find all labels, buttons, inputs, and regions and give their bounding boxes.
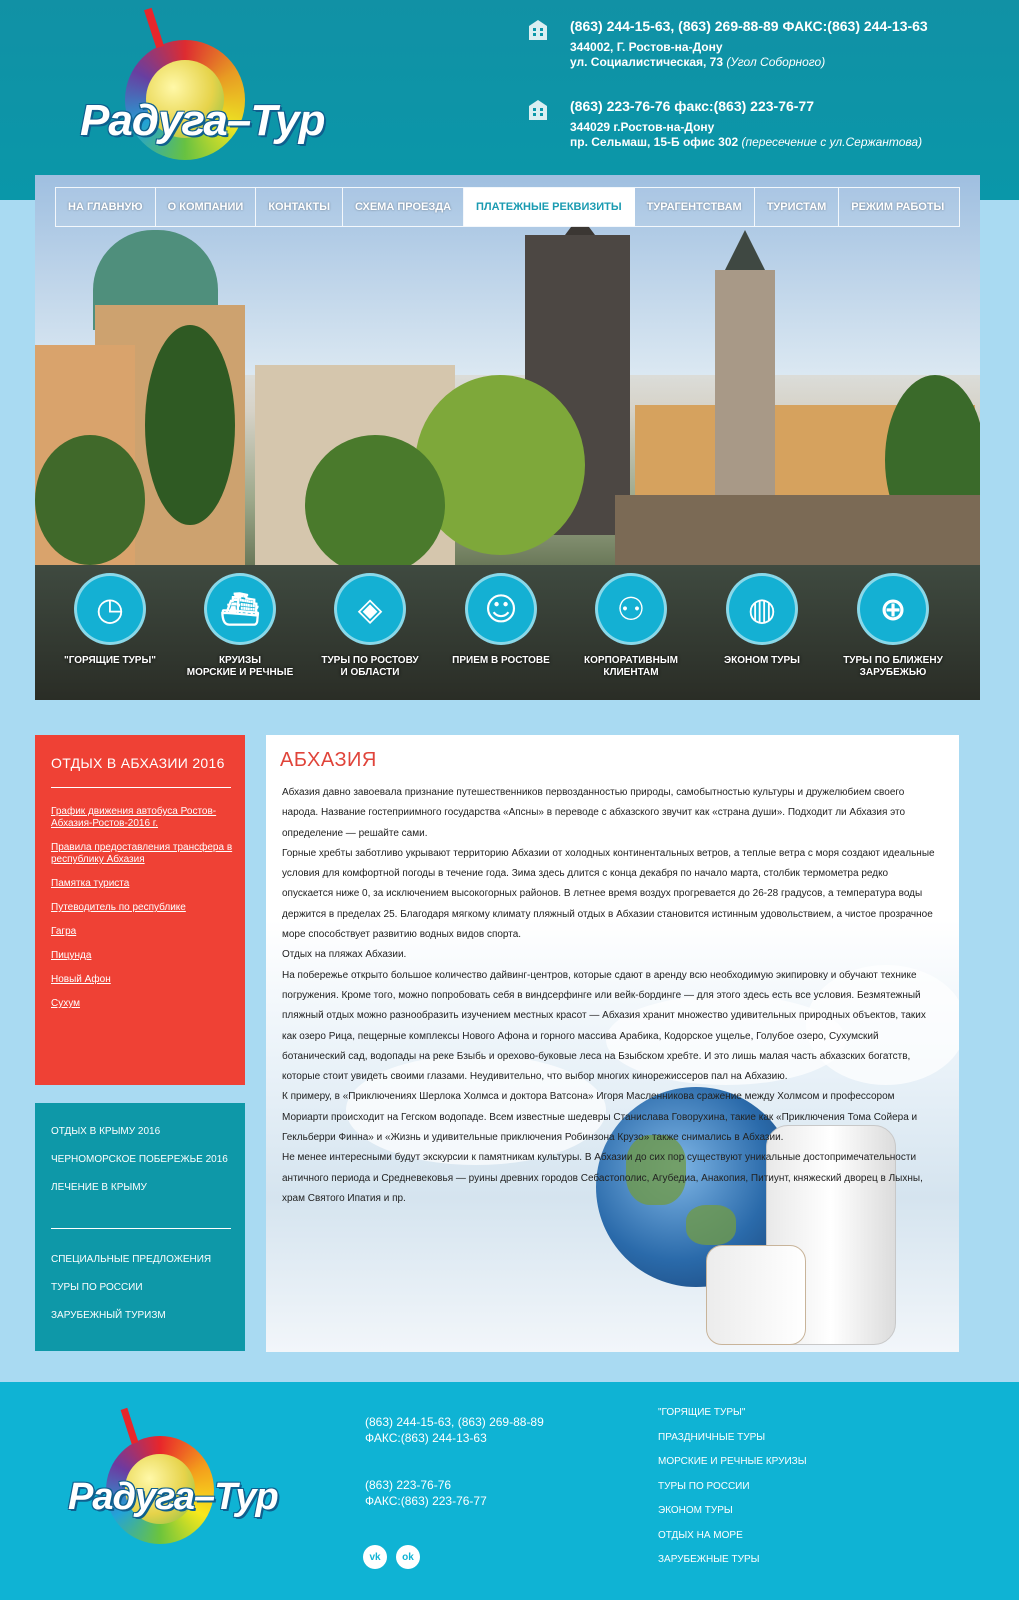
banner-tree [305, 435, 445, 575]
service-label-line: МОРСКИЕ И РЕЧНЫЕ [186, 667, 294, 678]
banner-tree [35, 435, 145, 565]
nav-item-5[interactable]: ТУРАГЕНТСТВАМ [635, 188, 755, 226]
nav-item-6[interactable]: ТУРИСТАМ [755, 188, 840, 226]
spire-graphic [121, 1408, 139, 1444]
footer-fax: ФАКС:(863) 244-13-63 [365, 1431, 487, 1445]
sidebar-link[interactable]: ЛЕЧЕНИЕ В КРЫМУ [51, 1182, 147, 1193]
logo-wordmark: Радуга–Тур [68, 1476, 278, 1518]
nav-item-0[interactable]: НА ГЛАВНУЮ [56, 188, 156, 226]
service-label [566, 655, 696, 679]
divider [51, 1228, 231, 1229]
sidebar-link[interactable]: График движения автобуса Ростов-Абхазия-Ростов-2016 г. [51, 806, 217, 829]
article-body [282, 783, 942, 1209]
service-label-line: КРУИЗЫ [218, 655, 262, 666]
sidebar-link-list [51, 806, 236, 1022]
service-label [45, 655, 175, 667]
office-phones: (863) 223-76-76 факс:(863) 223-76-77 [570, 98, 814, 114]
service-label-line: "ГОРЯЩИЕ ТУРЫ" [63, 655, 157, 666]
building-icon [526, 98, 550, 122]
wallet-icon: ◍ [726, 573, 798, 645]
building-icon [526, 18, 550, 42]
sidebar-link[interactable]: Памятка туриста [51, 878, 130, 889]
office-street: пр. Сельмаш, 15-Б офис 302 [570, 135, 739, 149]
sidebar-link[interactable]: Сухум [51, 998, 80, 1009]
article-panel [266, 735, 959, 1352]
spire-graphic [144, 8, 164, 49]
footer-menu-item[interactable]: ПРАЗДНИЧНЫЕ ТУРЫ [658, 1431, 766, 1443]
office-street: ул. Социалистическая, 73 [570, 55, 724, 69]
sidebar-link-list [51, 1125, 231, 1209]
ship-icon: ⛴ [204, 573, 276, 645]
service-label-line: ЗАРУБЕЖЬЮ [859, 667, 927, 678]
article-paragraph: К примеру, в «Приключениях Шерлока Холмса и доктора Ватсона» Игоря Масленникова сражение между Холмсом и профессором Мориарти происходит на Гегском водопаде. Всем известные шедевры Станислава Говорухина, такие как «Приключения Тома Сойера и Гекльберри Финна» и «Жизнь и удивительные приключения Робинзона Крузо» также снимались в Абхазии. [282, 1091, 918, 1144]
service-label-line: КЛИЕНТАМ [603, 667, 659, 678]
sidebar-link[interactable]: ЗАРУБЕЖНЫЙ ТУРИЗМ [51, 1310, 166, 1321]
service-label [175, 655, 305, 679]
footer-contacts-1 [365, 1414, 544, 1446]
article-paragraph: Не менее интересными будут экскурсии к памятникам культуры. В Абхазии до сих пор существуют уникальные достопримечательности античного периода и Средневековья — руины древних городов Себастополис, Агубедиа, Анакопия, Питиунт, княжеский дворец в Лыхны, храм Святого Ипатия и пр. [282, 1152, 923, 1204]
earth-land [686, 1205, 736, 1245]
service-label-line: ПРИЕМ В РОСТОВЕ [452, 655, 550, 666]
main-nav [55, 187, 960, 227]
footer-fax: ФАКС:(863) 223-76-77 [365, 1494, 487, 1508]
sidebar-link[interactable]: Пицунда [51, 950, 92, 961]
nav-item-7[interactable]: РЕЖИМ РАБОТЫ [851, 201, 945, 213]
article-paragraph: Отдых на пляжах Абхазии. [282, 949, 407, 961]
service-label [828, 655, 958, 679]
footer-menu-item[interactable]: МОРСКИЕ И РЕЧНЫЕ КРУИЗЫ [658, 1456, 807, 1467]
footer-menu [658, 1407, 807, 1579]
service-ship[interactable] [175, 573, 305, 679]
footer-menu-item[interactable]: ЗАРУБЕЖНЫЕ ТУРЫ [658, 1554, 760, 1565]
site-header [0, 0, 1019, 200]
service-manager[interactable] [436, 573, 566, 667]
nav-item-2[interactable]: КОНТАКТЫ [256, 188, 343, 226]
service-clock[interactable] [45, 573, 175, 667]
service-label [305, 655, 435, 679]
banner-bridge [615, 495, 980, 565]
footer-logo[interactable] [68, 1408, 318, 1558]
office-street-note: (Угол Соборного) [726, 55, 826, 69]
sidebar-link-list [51, 1253, 231, 1337]
service-label-line: ЭКОНОМ ТУРЫ [724, 655, 800, 666]
sidebar-link[interactable]: ОТДЫХ В КРЫМУ 2016 [51, 1126, 161, 1137]
article-paragraph: Горные хребты заботливо укрывают территорию Абхазии от холодных континентальных ветров, а теплые ветра с моря создают идеальные условия для комфортной погоды в течение года. Зима здесь длится с конца декабря по начало марта, столбик термометра редко опускается ниже 0, за исключением высокогорных районов. В летнее время воздух прогревается до 26-28 градусов, а температура воды держится в пределах 25. Благодаря мягкому климату пляжный отдых в Абхазии становится истинным удовольствием, а чистое прозрачное море способствует развитию водных видов спорта. [282, 847, 935, 941]
sidebar-title: ОТДЫХ В АБХАЗИИ 2016 [51, 755, 225, 771]
footer-contacts-2 [365, 1477, 487, 1509]
office-address-line1: 344002, Г. Ростов-на-Дону [570, 40, 723, 54]
footer-phones: (863) 223-76-76 [365, 1478, 452, 1492]
divider [51, 787, 231, 788]
article-title: АБХАЗИЯ [280, 749, 377, 771]
footer-menu-item[interactable]: "ГОРЯЩИЕ ТУРЫ" [658, 1407, 746, 1418]
service-map-region[interactable] [305, 573, 435, 679]
map-region-icon: ◈ [334, 573, 406, 645]
sidebar-link[interactable]: Гагра [51, 926, 77, 937]
suitcase-graphic [706, 1245, 806, 1345]
sidebar-link[interactable]: ЧЕРНОМОРСКОЕ ПОБЕРЕЖЬЕ 2016 [51, 1154, 228, 1165]
service-wallet[interactable] [697, 573, 827, 667]
globe-icon: ⊕ [857, 573, 929, 645]
service-globe[interactable] [828, 573, 958, 679]
service-label [436, 655, 566, 667]
abkhazia-sidebar [35, 735, 245, 1085]
service-label [697, 655, 827, 667]
article-paragraph: Абхазия давно завоевала признание путешественников первозданностью природы, самобытностью культуры и дружелюбием своего народа. Название гостеприимного государства «Апсны» в переводе с абхазского звучит как «страна души». Подходит ли Абхазия это определение — решайте сами. [282, 787, 906, 839]
service-label-line: КОРПОРАТИВНЫМ [584, 655, 678, 666]
sidebar-link[interactable]: Новый Афон [51, 974, 111, 985]
nav-item-4[interactable]: ПЛАТЕЖНЫЕ РЕКВИЗИТЫ [464, 188, 635, 226]
service-label-line: ТУРЫ ПО РОСТОВУ [321, 655, 419, 666]
office-address-line1: 344029 г.Ростов-на-Дону [570, 120, 715, 134]
sidebar-link[interactable]: СПЕЦИАЛЬНЫЕ ПРЕДЛОЖЕНИЯ [51, 1254, 212, 1265]
footer-phones: (863) 244-15-63, (863) 269-88-89 [365, 1415, 544, 1429]
site-logo[interactable] [80, 8, 370, 173]
logo-wordmark: Радуга–Тур [80, 96, 325, 145]
office-phones: (863) 244-15-63, (863) 269-88-89 ФАКС:(863) 244-13-63 [570, 18, 928, 34]
odnoklassniki-icon[interactable]: ok [396, 1545, 420, 1569]
manager-icon: ☺ [465, 573, 537, 645]
service-label-line: ТУРЫ ПО БЛИЖЕНУ [843, 655, 943, 666]
banner-tree [145, 325, 235, 525]
office-address-line2 [570, 55, 825, 69]
sidebar-link[interactable]: Путеводитель по республике [51, 902, 186, 913]
nav-item-1[interactable]: О КОМПАНИИ [156, 188, 257, 226]
footer-menu-item[interactable]: ТУРЫ ПО РОССИИ [658, 1480, 750, 1492]
service-group[interactable] [566, 573, 696, 679]
sidebar-link[interactable]: Правила предоставления трансфера в республику Абхазия [51, 842, 233, 865]
vk-icon[interactable]: vk [363, 1545, 387, 1569]
destinations-sidebar [35, 1103, 245, 1351]
article-paragraph: На побережье открыто большое количество дайвинг-центров, которые сдают в аренду всю необходимую экипировку и обучают технике погружения. Кроме того, можно попробовать себя в виндсерфинге или вейк-бординге — для этого здесь есть все условия. Безмятежный пляжный отдых можно разнообразить изучением местных красот — Абхазия хранит множество удивительных природных объектов, таких как озеро Рица, пещерные комплексы Нового Афона и горного массива Арабика, Кодорское ущелье, Голубое озеро, Сухумский ботанический сад, водопады на реке Бзыбь и орехово-буковые леса на Бзыбском хребте. И это лишь малая часть абхазских богатств, которые стоит увидеть своими глазами. Неудивительно, что выбор многих кинорежиссеров пал на Абхазию. [282, 969, 926, 1083]
footer-menu-item[interactable]: ЭКОНОМ ТУРЫ [658, 1505, 733, 1516]
group-icon: ⚇ [595, 573, 667, 645]
office-address-line2 [570, 135, 922, 149]
footer-menu-item[interactable]: ОТДЫХ НА МОРЕ [658, 1529, 743, 1541]
office-street-note: (пересечение с ул.Сержантова) [741, 135, 923, 149]
sidebar-link[interactable]: ТУРЫ ПО РОССИИ [51, 1282, 143, 1293]
clock-icon: ◷ [74, 573, 146, 645]
nav-item-3[interactable]: СХЕМА ПРОЕЗДА [343, 188, 464, 226]
service-label-line: И ОБЛАСТИ [340, 667, 400, 678]
